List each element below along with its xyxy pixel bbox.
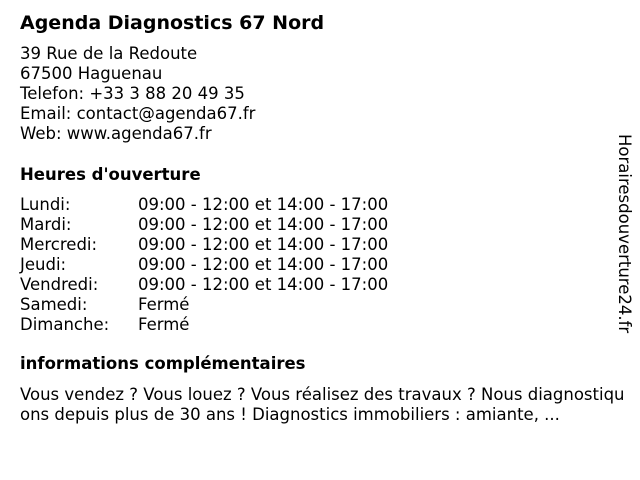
- day-label: Mercredi:: [20, 235, 98, 254]
- day-label: Lundi:: [20, 195, 71, 214]
- day-label: Jeudi:: [20, 255, 67, 274]
- hours-row-monday: [20, 195, 440, 215]
- day-hours: 09:00 - 12:00 et 14:00 - 17:00: [138, 255, 389, 274]
- day-hours: Fermé: [138, 295, 190, 314]
- day-hours: 09:00 - 12:00 et 14:00 - 17:00: [138, 235, 389, 254]
- hours-table: [20, 195, 440, 335]
- city-address: 67500 Haguenau: [20, 64, 163, 83]
- day-hours: 09:00 - 12:00 et 14:00 - 17:00: [138, 275, 389, 294]
- hours-row-saturday: [20, 295, 440, 315]
- day-label: Vendredi:: [20, 275, 99, 294]
- hours-row-sunday: [20, 315, 440, 335]
- info-heading: informations complémentaires: [20, 354, 306, 373]
- day-label: Samedi:: [20, 295, 88, 314]
- hours-row-tuesday: [20, 215, 440, 235]
- hours-row-friday: [20, 275, 440, 295]
- day-hours: Fermé: [138, 315, 190, 334]
- street-address: 39 Rue de la Redoute: [20, 44, 198, 63]
- day-label: Mardi:: [20, 215, 72, 234]
- watermark-site-label: Horairesdouverture24.fr: [615, 134, 634, 334]
- email-address: Email: contact@agenda67.fr: [20, 104, 256, 123]
- day-label: Dimanche:: [20, 315, 110, 334]
- contact-block: [20, 44, 255, 144]
- hours-heading: Heures d'ouverture: [20, 165, 201, 184]
- business-name: Agenda Diagnostics 67 Nord: [20, 12, 325, 34]
- info-description: Vous vendez ? Vous louez ? Vous réalisez des travaux ? Nous diagnostiquons depuis plus de 30 ans ! Diagnostics immobiliers : amiante, ...: [20, 385, 625, 424]
- hours-row-wednesday: [20, 235, 440, 255]
- phone-number: Telefon: +33 3 88 20 49 35: [20, 84, 245, 103]
- website: Web: www.agenda67.fr: [20, 124, 212, 143]
- hours-row-thursday: [20, 255, 440, 275]
- day-hours: 09:00 - 12:00 et 14:00 - 17:00: [138, 195, 389, 214]
- day-hours: 09:00 - 12:00 et 14:00 - 17:00: [138, 215, 389, 234]
